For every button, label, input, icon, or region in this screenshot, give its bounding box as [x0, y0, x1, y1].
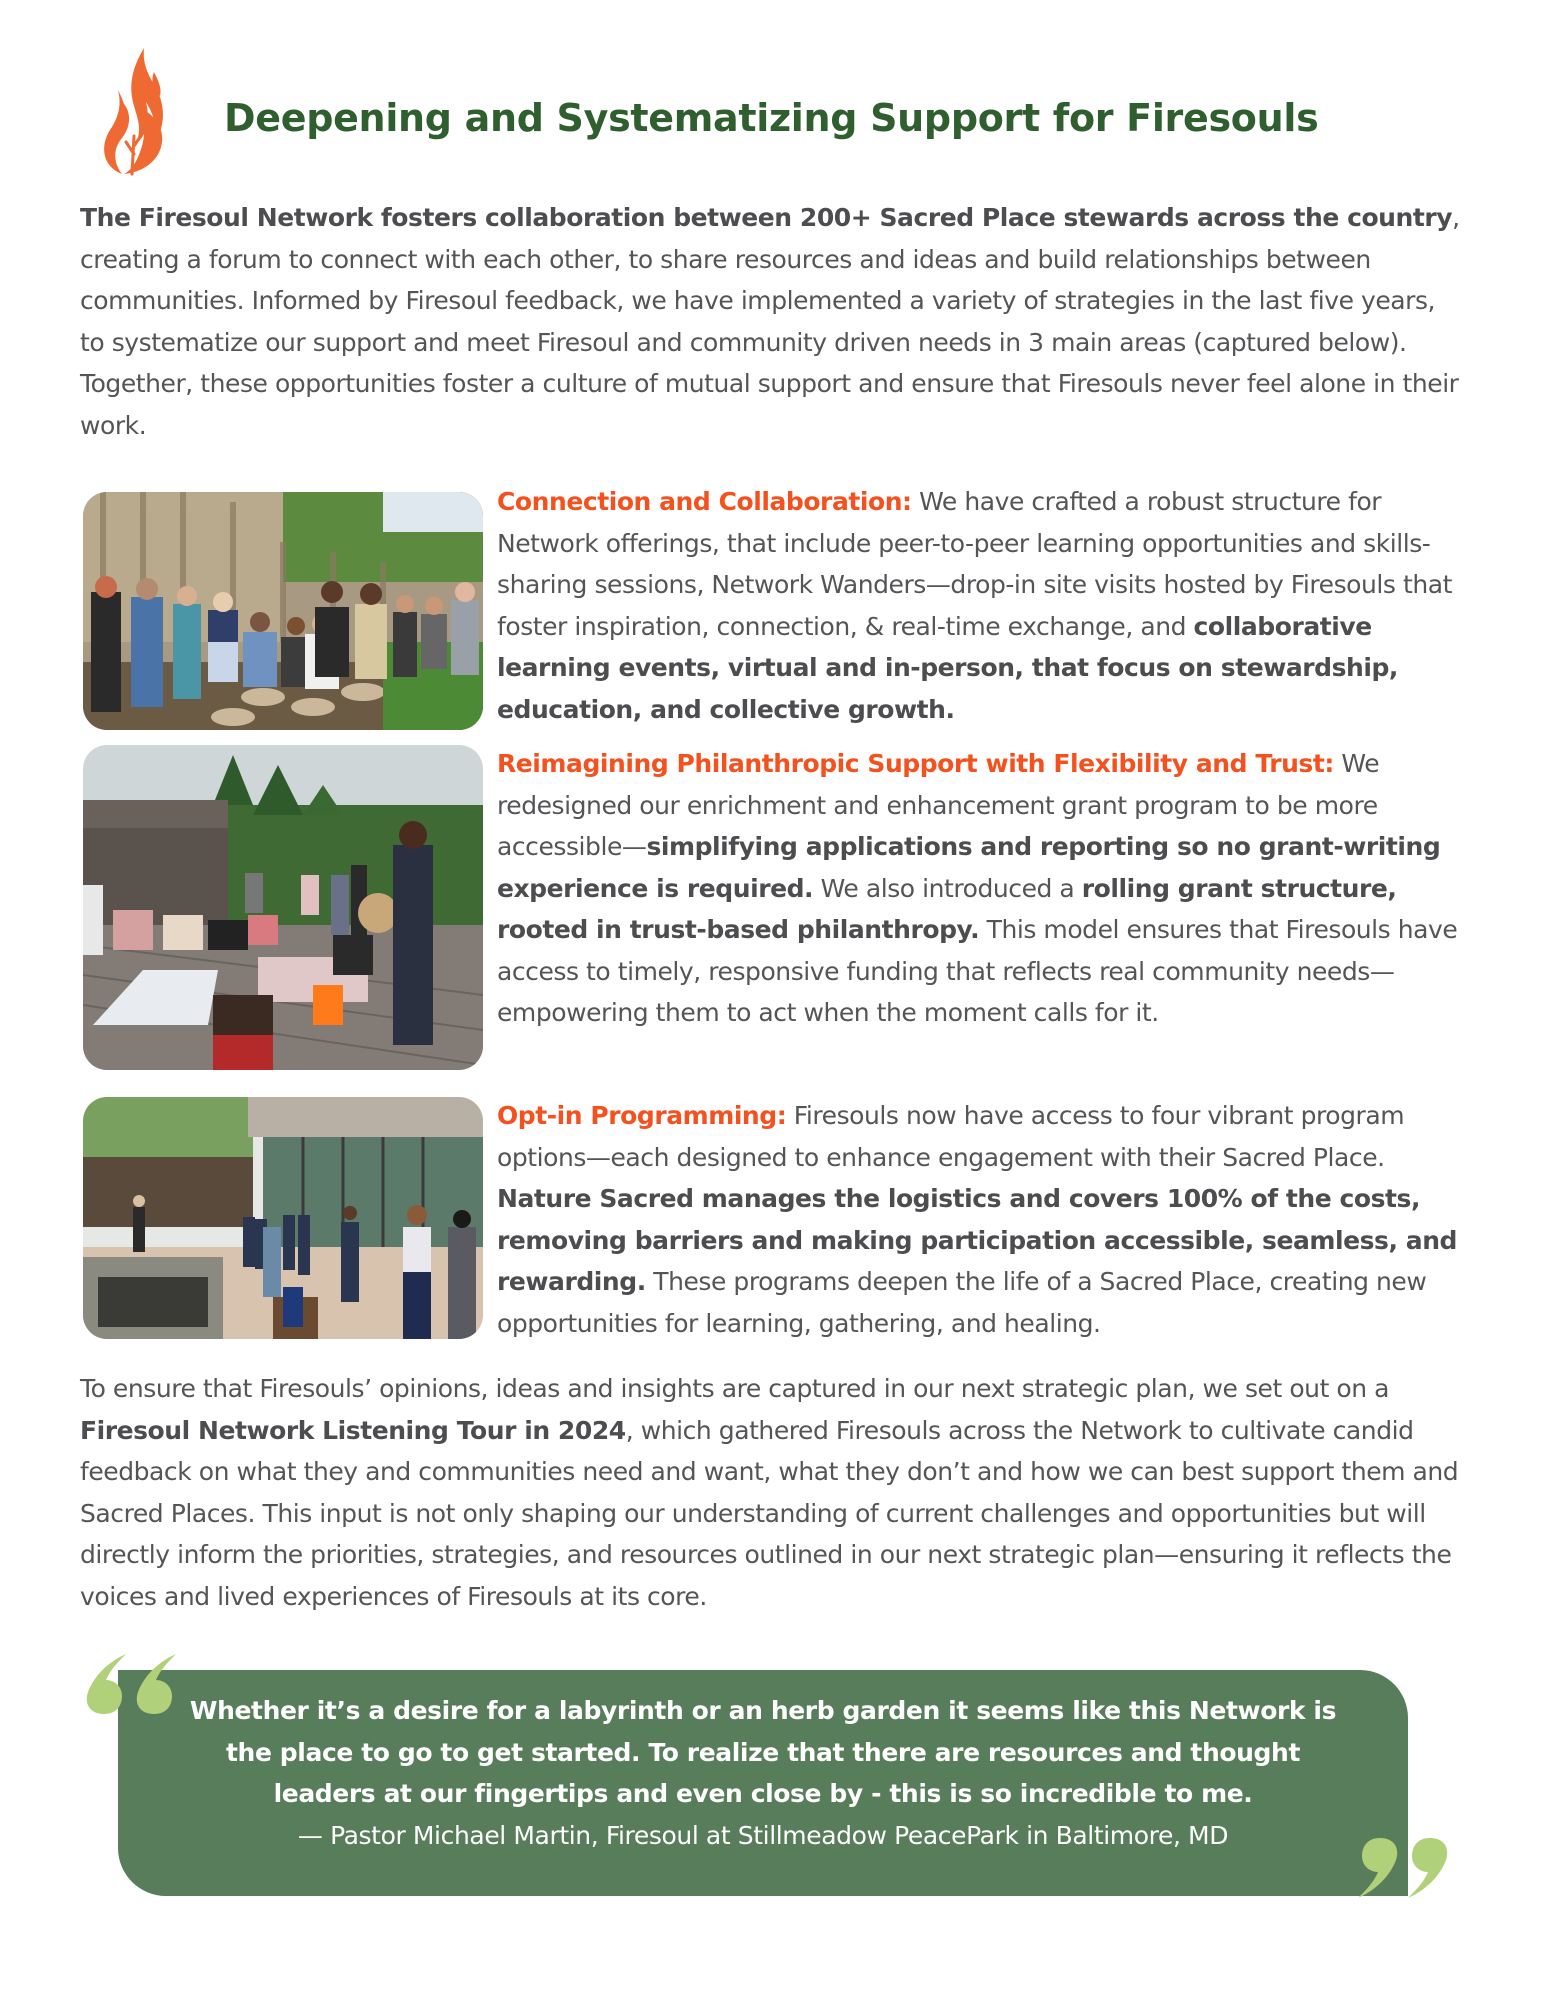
section-bold-text: collaborative learning events, virtual and in-person, that focus on stewardship, education, and collective growth. — [497, 611, 1398, 724]
section-text: We redesigned our enrichment and enhancement grant program to be more accessible— — [497, 749, 1380, 861]
section-heading: Opt-in Programming: — [497, 1101, 787, 1130]
section-text: This model ensures that Firesouls have access to timely, responsive funding that reflects real community needs—empowering them to act when the moment calls for it. — [497, 915, 1458, 1027]
quote-line: the place to go to get started. To realize that there are resources and thought — [226, 1737, 1300, 1767]
group-photo-wooden-sculpture-garden — [83, 492, 483, 730]
intro-paragraph — [80, 197, 1460, 446]
section-philanthropic-support — [497, 743, 1477, 1034]
outro-text: , which gathered Firesouls across the Network to cultivate candid feedback on what they and communities need and want, what they don’t and how we can best support them and Sacred Places. This input is not only shaping our understanding of current challenges and opportunities but will directly inform the priorities, strategies, and resources outlined in our next strategic plan—ensuring it reflects the voices and lived experiences of Firesouls at its core. — [80, 1415, 1459, 1611]
section-bold-text: Nature Sacred manages the logistics and covers 100% of the costs, removing barriers and making participation accessible, seamless, and rewarding. — [497, 1184, 1458, 1296]
section-bold-text: rolling grant structure, rooted in trust-based philanthropy. — [497, 873, 1397, 944]
section-text: Firesouls now have access to four vibrant program options—each designed to enhance engagement with their Sacred Place. — [497, 1101, 1405, 1172]
section-heading: Connection and Collaboration: — [497, 487, 912, 516]
section-text: We have crafted a robust structure for Network offerings, that include peer-to-peer learning opportunities and skills-sharing sessions, Network Wanders—drop-in site visits hosted by Firesouls that foster inspiration, connection, & real-time exchange, and — [497, 487, 1452, 641]
intro-bold-lead: The Firesoul Network fosters collaboration between 200+ Sacred Place stewards across the country — [80, 203, 1453, 232]
outdoor-sound-bath-gathering-on-deck — [83, 745, 483, 1070]
page-title: Deepening and Systematizing Support for Firesouls — [224, 96, 1319, 140]
quote-line: Whether it’s a desire for a labyrinth or an herb garden it seems like this Network is — [189, 1696, 1337, 1725]
quote-attribution: — Pastor Michael Martin, Firesoul at Stillmeadow PeacePark in Baltimore, MD — [297, 1820, 1229, 1850]
section-connection-collaboration — [497, 481, 1477, 730]
flame-sprout-icon — [92, 46, 176, 176]
section-text: These programs deepen the life of a Sacred Place, creating new opportunities for learning, gathering, and healing. — [497, 1267, 1427, 1338]
section-text: We also introduced a — [813, 873, 1082, 903]
listening-tour-paragraph — [80, 1368, 1460, 1617]
testimonial-quote — [118, 1690, 1408, 1856]
quote-line: leaders at our fingertips and even close by - this is so incredible to me. — [273, 1779, 1253, 1808]
section-heading: Reimagining Philanthropic Support with Flexibility and Trust: — [497, 749, 1334, 778]
group-meditation-on-hospital-patio — [83, 1097, 483, 1339]
section-opt-in-programming — [497, 1095, 1477, 1344]
outro-text: To ensure that Firesouls’ opinions, ideas and insights are captured in our next strategic plan, we set out on a — [80, 1374, 1390, 1403]
intro-text: , creating a forum to connect with each other, to share resources and ideas and build relationships between communities. Informed by Firesoul feedback, we have implemented a variety of strategies in the last five years, to systematize our support and meet Firesoul and community driven needs in 3 main areas (captured below). Together, these opportunities foster a culture of mutual support and ensure that Firesouls never feel alone in their work. — [80, 203, 1460, 440]
outro-bold-text: Firesoul Network Listening Tour in 2024 — [80, 1415, 626, 1445]
section-bold-text: simplifying applications and reporting so no grant-writing experience is required. — [497, 832, 1441, 903]
